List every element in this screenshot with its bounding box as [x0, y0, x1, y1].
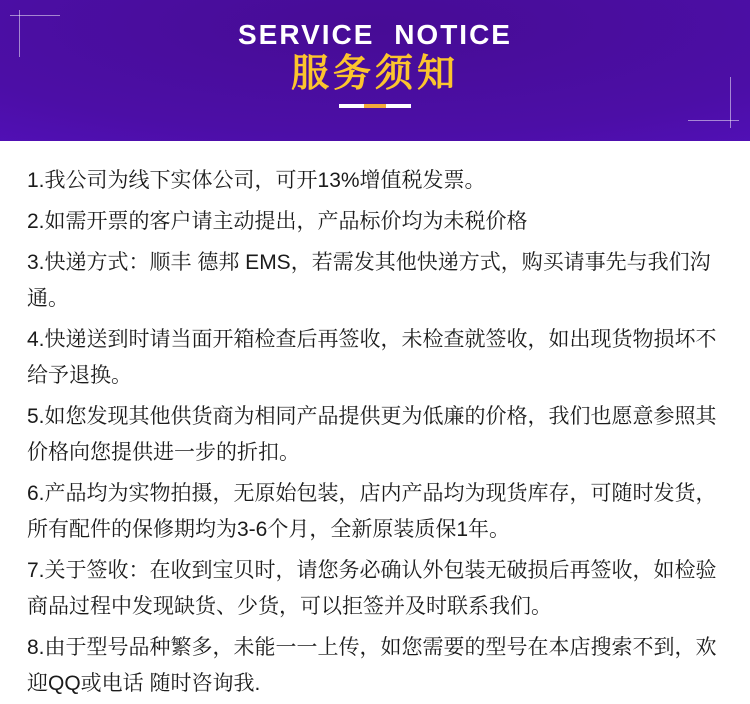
page-title-chinese: 服务须知 — [290, 53, 459, 95]
notice-item-3: 3.快递方式：顺丰 德邦 EMS，若需发其他快递方式，购买请事先与我们沟通。 — [27, 251, 711, 310]
notice-item-2: 2.如需开票的客户请主动提出，产品标价均为未税价格 — [27, 210, 528, 233]
notice-item-7: 7.关于签收：在收到宝贝时，请您务必确认外包装无破损后再签收，如检验商品过程中发现缺货、少货，可以拒签并及时联系我们。 — [27, 559, 717, 618]
notice-item-1: 1.我公司为线下实体公司，可开13%增值税发票。 — [27, 169, 486, 192]
notice-item-6: 6.产品均为实物拍摄，无原始包装，店内产品均为现货库存，可随时发货，所有配件的保修期均为3-6个月，全新原装质保1年。 — [27, 482, 717, 541]
crosshair-right-horizontal-line — [688, 120, 739, 121]
divider-segment-right — [386, 104, 411, 108]
crosshair-top-left-horizontal-line — [10, 15, 60, 16]
notice-item-8: 8.由于型号品种繁多，未能一一上传，如您需要的型号在本店搜索不到，欢迎QQ或电话 随时咨询我. — [27, 636, 717, 695]
header-banner — [0, 0, 750, 141]
notice-item-4: 4.快递送到时请当面开箱检查后再签收，未检查就签收，如出现货物损坏不给予退换。 — [27, 328, 717, 387]
page-title-english: SERVICE NOTICE — [238, 19, 512, 50]
notice-list — [0, 141, 750, 702]
title-divider — [339, 104, 411, 108]
crosshair-top-left-vertical-line — [19, 10, 20, 57]
divider-segment-center — [364, 104, 386, 108]
divider-segment-left — [339, 104, 364, 108]
notice-item-5: 5.如您发现其他供货商为相同产品提供更为低廉的价格，我们也愿意参照其价格向您提供进一步的折扣。 — [27, 405, 717, 464]
crosshair-right-vertical-line — [730, 77, 731, 128]
